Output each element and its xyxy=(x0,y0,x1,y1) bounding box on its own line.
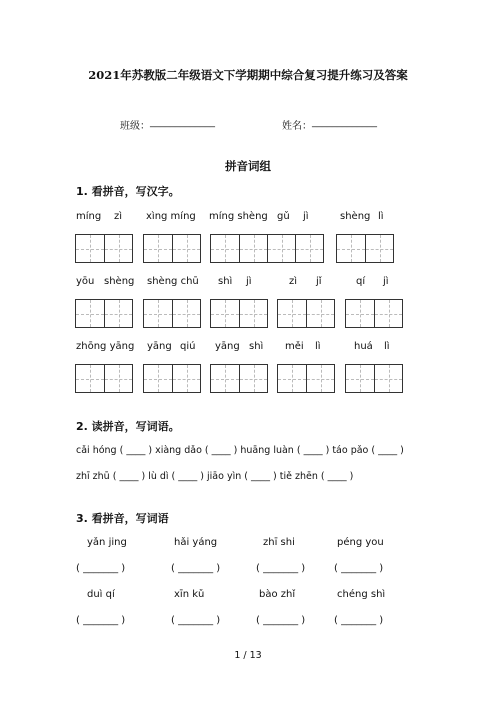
pinyin: yāng xyxy=(147,341,172,352)
pinyin: jì xyxy=(303,211,309,222)
pinyin: zì xyxy=(114,211,123,222)
pinyin: yǎn jing xyxy=(87,537,127,548)
pinyin: yāng xyxy=(215,341,240,352)
writing-grid[interactable] xyxy=(277,364,335,393)
pinyin: chéng shì xyxy=(337,589,386,600)
document-title: 2021年苏教版二年级语文下学期期中综合复习提升练习及答案 xyxy=(88,68,408,82)
name-blank: _____________ xyxy=(312,117,377,128)
pinyin: xìng míng xyxy=(146,211,196,222)
pinyin: qí xyxy=(356,276,366,287)
writing-grid[interactable] xyxy=(75,234,133,263)
pinyin: gǔ xyxy=(277,211,290,222)
pinyin: qiú xyxy=(180,341,196,352)
writing-grid[interactable] xyxy=(210,234,324,263)
pinyin: lì xyxy=(384,341,390,352)
writing-grid[interactable] xyxy=(345,364,403,393)
writing-grid[interactable] xyxy=(336,234,394,263)
q2-line-1: cǎi hóng ( ____ ) xiàng dǎo ( ____ ) huāng luàn ( ____ ) táo pǎo ( ____ ) xyxy=(76,445,404,456)
answer-blank[interactable]: ( _______ ) xyxy=(171,563,221,574)
pinyin: bào zhǐ xyxy=(259,589,296,600)
question-2-heading: 2. 读拼音，写词语。 xyxy=(76,420,180,433)
pinyin: duì qí xyxy=(87,589,115,600)
pinyin: shèng xyxy=(340,211,371,222)
answer-blank[interactable]: ( _______ ) xyxy=(334,563,384,574)
pinyin: shì xyxy=(249,341,264,352)
pinyin: huá xyxy=(354,341,373,352)
writing-grid[interactable] xyxy=(75,364,133,393)
pinyin: jì xyxy=(246,276,252,287)
answer-blank[interactable]: ( _______ ) xyxy=(76,615,126,626)
pinyin: yōu xyxy=(76,276,95,287)
writing-grid[interactable] xyxy=(210,364,268,393)
answer-blank[interactable]: ( _______ ) xyxy=(256,615,306,626)
class-blank: _____________ xyxy=(150,117,215,128)
writing-grid[interactable] xyxy=(210,299,268,328)
pinyin: lì xyxy=(378,211,384,222)
question-3-heading: 3. 看拼音，写词语 xyxy=(76,512,169,525)
answer-blank[interactable]: ( _______ ) xyxy=(171,615,221,626)
q2-line-2: zhī zhū ( ____ ) lù dì ( ____ ) jiāo yìn ( ____ ) tiě zhēn ( ____ ) xyxy=(76,471,354,482)
answer-blank[interactable]: ( _______ ) xyxy=(76,563,126,574)
question-1-heading: 1. 看拼音，写汉字。 xyxy=(76,185,180,198)
writing-grid[interactable] xyxy=(277,299,335,328)
name-label: 姓名： xyxy=(282,121,312,132)
answer-blank[interactable]: ( _______ ) xyxy=(334,615,384,626)
pinyin: míng xyxy=(76,211,102,222)
pinyin: míng shèng xyxy=(209,211,268,222)
pinyin: péng you xyxy=(337,537,384,548)
writing-grid[interactable] xyxy=(345,299,403,328)
section-heading: 拼音词组 xyxy=(225,159,271,173)
writing-grid[interactable] xyxy=(75,299,133,328)
pinyin: shì xyxy=(218,276,233,287)
writing-grid[interactable] xyxy=(143,364,201,393)
pinyin: shèng chū xyxy=(147,276,199,287)
pinyin: xīn kǔ xyxy=(174,589,205,600)
pinyin: jǐ xyxy=(316,276,322,287)
pinyin: lì xyxy=(315,341,321,352)
answer-blank[interactable]: ( _______ ) xyxy=(256,563,306,574)
pinyin: zhī shi xyxy=(263,537,295,548)
writing-grid[interactable] xyxy=(143,299,201,328)
pinyin: jì xyxy=(383,276,389,287)
writing-grid[interactable] xyxy=(143,234,201,263)
pinyin: zhōng yāng xyxy=(76,341,135,352)
pinyin: měi xyxy=(285,341,304,352)
page-number: 1 / 13 xyxy=(234,650,262,661)
pinyin: shèng xyxy=(104,276,135,287)
pinyin: hǎi yáng xyxy=(174,537,218,548)
pinyin: zì xyxy=(289,276,298,287)
class-label: 班级： xyxy=(120,121,150,132)
